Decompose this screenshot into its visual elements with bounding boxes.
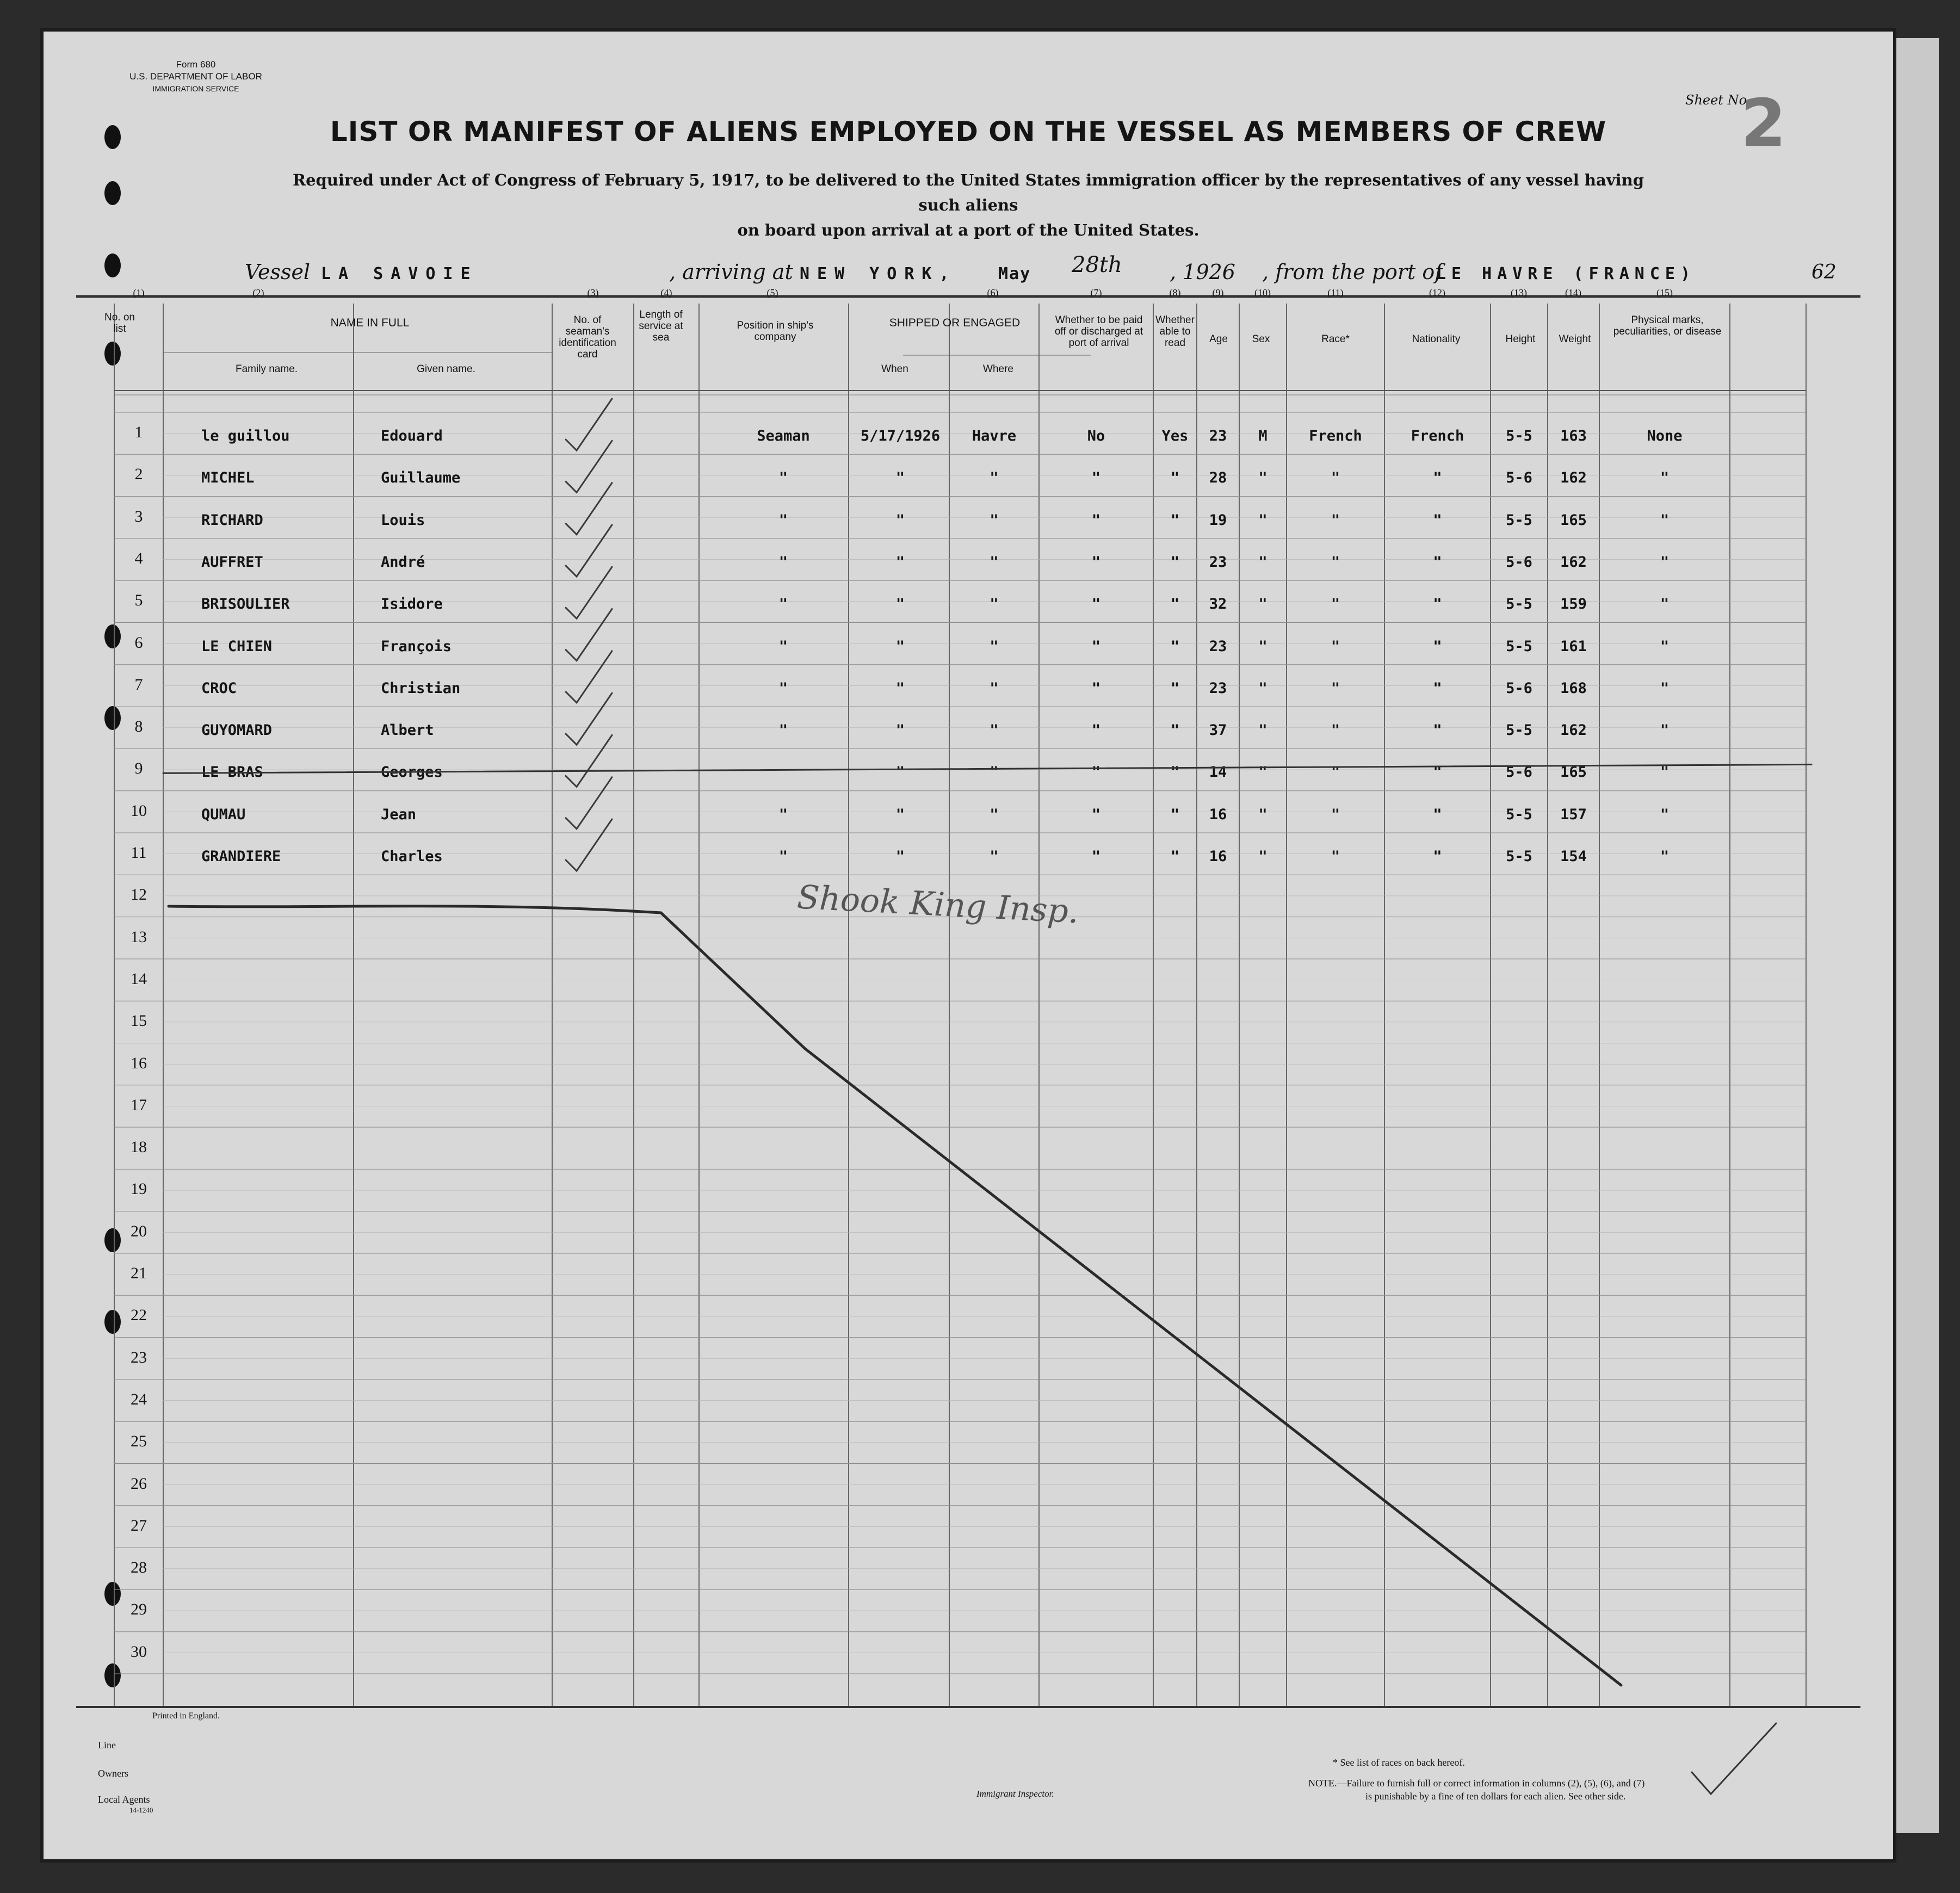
arrival-year: , 1926 — [1170, 260, 1235, 284]
cell-when: " — [895, 553, 905, 571]
cell-position: " — [778, 469, 788, 487]
fine-note-1: NOTE.—Failure to furnish full or correct information in columns (2), (5), (6), and (7) — [1308, 1778, 1645, 1789]
cell-weight: 159 — [1560, 596, 1587, 613]
column-number: (10) — [1254, 287, 1271, 298]
cell-nationality: " — [1433, 679, 1442, 697]
races-note: * See list of races on back hereof. — [1333, 1757, 1465, 1768]
cell-race: " — [1331, 806, 1340, 823]
cell-race: " — [1331, 722, 1340, 739]
header-physical: Physical marks, peculiarities, or disease — [1613, 314, 1722, 337]
header-no-on-list: No. on list — [104, 312, 135, 335]
cell-height: 5-5 — [1506, 848, 1532, 865]
cell-read: " — [1170, 679, 1180, 697]
cell-nationality: " — [1433, 806, 1442, 823]
cell-read: " — [1170, 553, 1180, 571]
cell-weight: 157 — [1560, 806, 1587, 823]
cell-race: " — [1331, 679, 1340, 697]
checkmark — [566, 399, 612, 450]
header-name-in-full: NAME IN FULL — [330, 317, 410, 329]
cell-age: 28 — [1209, 469, 1227, 487]
cell-read: " — [1170, 806, 1180, 823]
column-number: (3) — [587, 287, 599, 298]
cell-age: 19 — [1209, 511, 1227, 529]
page-title: LIST OR MANIFEST OF ALIENS EMPLOYED ON THE VESSEL AS MEMBERS OF CREW — [330, 116, 1607, 147]
cell-position: " — [778, 638, 788, 655]
cell-family: MICHEL — [201, 469, 255, 487]
row-number: 25 — [131, 1432, 147, 1451]
row-number: 1 — [134, 423, 143, 441]
cell-race: " — [1331, 764, 1340, 781]
column-number: (12) — [1429, 287, 1445, 298]
row-number: 14 — [131, 969, 147, 988]
page-number: 62 — [1811, 261, 1837, 283]
row-number: 9 — [134, 759, 143, 778]
cell-paid-off: " — [1091, 764, 1101, 781]
cell-read: " — [1170, 638, 1180, 655]
cell-paid-off: No — [1087, 428, 1105, 444]
cell-given: Jean — [381, 806, 417, 823]
cell-given: Georges — [381, 764, 443, 781]
cell-given: Guillaume — [381, 469, 461, 487]
header-shipped: SHIPPED OR ENGAGED — [889, 317, 1021, 329]
cell-weight: 162 — [1560, 553, 1587, 571]
cell-family: LE BRAS — [201, 764, 263, 781]
row-number: 16 — [131, 1054, 147, 1072]
cell-height: 5-5 — [1506, 428, 1532, 444]
cell-position: " — [778, 679, 788, 697]
header-height: Height — [1505, 333, 1536, 345]
header-length-service: Length of service at sea — [639, 309, 683, 343]
row-number: 3 — [134, 507, 143, 525]
cell-weight: 163 — [1560, 428, 1587, 444]
cell-race: " — [1331, 553, 1340, 571]
cell-age: 16 — [1209, 806, 1227, 823]
cell-nationality: " — [1433, 764, 1442, 781]
column-number: (13) — [1511, 287, 1527, 298]
cell-where: " — [990, 722, 999, 739]
cell-when: " — [895, 511, 905, 529]
row-number: 13 — [131, 927, 147, 946]
checkmark — [566, 651, 612, 703]
cell-nationality: " — [1433, 848, 1442, 865]
cell-age: 32 — [1209, 596, 1227, 613]
cell-nationality: " — [1433, 722, 1442, 739]
cell-nationality: " — [1433, 553, 1442, 571]
cell-family: RICHARD — [201, 511, 263, 529]
footer-agents-label: Local Agents — [98, 1794, 150, 1805]
row-number: 18 — [131, 1138, 147, 1156]
column-number: (9) — [1212, 287, 1224, 298]
footer-code: 14-1240 — [129, 1806, 153, 1814]
column-number: (1) — [133, 287, 145, 298]
footer-owners-label: Owners — [98, 1768, 128, 1779]
column-number: (5) — [766, 287, 778, 298]
fine-note-2: is punishable by a fine of ten dollars for each alien. See other side. — [1365, 1791, 1626, 1802]
cell-paid-off: " — [1091, 553, 1101, 571]
row-number: 26 — [131, 1474, 147, 1493]
cell-weight: 162 — [1560, 722, 1587, 739]
row-number: 24 — [131, 1390, 147, 1408]
arrival-month: May — [998, 264, 1031, 283]
row-number: 4 — [134, 549, 143, 567]
footer-checkmark — [1692, 1723, 1776, 1794]
cell-family: le guillou — [201, 428, 290, 444]
cell-family: BRISOULIER — [201, 596, 290, 613]
checkmark — [566, 819, 612, 871]
column-number: (14) — [1565, 287, 1581, 298]
cell-marks: " — [1660, 679, 1670, 697]
cell-when: " — [895, 638, 905, 655]
checkmark — [566, 483, 612, 535]
cell-sex: " — [1258, 848, 1267, 865]
column-number: (11) — [1327, 287, 1344, 298]
cell-where: " — [990, 596, 999, 613]
cell-sex: " — [1258, 638, 1267, 655]
column-number: (2) — [252, 287, 264, 298]
cell-weight: 165 — [1560, 764, 1587, 781]
column-number: (15) — [1656, 287, 1673, 298]
cell-when: " — [895, 722, 905, 739]
checkmark — [566, 693, 612, 745]
strike-line — [163, 764, 1811, 773]
arrival-port: NEW YORK, — [800, 264, 957, 283]
cell-family: CROC — [201, 679, 237, 697]
row-number: 28 — [131, 1558, 147, 1577]
cell-race: " — [1331, 638, 1340, 655]
cell-given: Albert — [381, 722, 434, 739]
row-number: 20 — [131, 1222, 147, 1240]
pen-marks — [44, 32, 1893, 1859]
cell-weight: 162 — [1560, 469, 1587, 487]
cell-position: " — [778, 806, 788, 823]
checkmark — [566, 525, 612, 577]
cell-nationality: " — [1433, 638, 1442, 655]
header-race: Race* — [1321, 333, 1350, 345]
checkmark — [566, 777, 612, 829]
cell-family: GUYOMARD — [201, 722, 273, 739]
row-number: 29 — [131, 1600, 147, 1619]
cell-nationality: " — [1433, 596, 1442, 613]
cell-given: Louis — [381, 511, 425, 529]
cell-age: 14 — [1209, 764, 1227, 781]
cell-marks: " — [1660, 511, 1670, 529]
row-number: 6 — [134, 633, 143, 652]
cell-given: Edouard — [381, 428, 443, 444]
cell-weight: 165 — [1560, 511, 1587, 529]
inspector-label: Immigrant Inspector. — [976, 1789, 1054, 1799]
row-number: 5 — [134, 591, 143, 610]
cell-age: 37 — [1209, 722, 1227, 739]
cell-weight: 154 — [1560, 848, 1587, 865]
form-number: Form 680 — [176, 59, 216, 70]
cell-race: " — [1331, 848, 1340, 865]
column-number: (8) — [1169, 287, 1181, 298]
cell-weight: 168 — [1560, 679, 1587, 697]
cell-race: " — [1331, 469, 1340, 487]
cell-height: 5-5 — [1506, 596, 1532, 613]
cell-race: " — [1331, 511, 1340, 529]
cell-paid-off: " — [1091, 806, 1101, 823]
cell-position: " — [778, 511, 788, 529]
cell-age: 23 — [1209, 679, 1227, 697]
cell-read: " — [1170, 596, 1180, 613]
cell-when: " — [895, 848, 905, 865]
cell-age: 23 — [1209, 428, 1227, 444]
cell-read: " — [1170, 511, 1180, 529]
footer-line-label: Line — [98, 1740, 116, 1750]
cell-given: François — [381, 638, 452, 655]
cell-family: QUMAU — [201, 806, 246, 823]
cell-marks: " — [1660, 638, 1670, 655]
cell-when: " — [895, 806, 905, 823]
cell-marks: " — [1660, 764, 1670, 781]
vessel-name: LA SAVOIE — [321, 264, 478, 283]
cell-weight: 161 — [1560, 638, 1587, 655]
cell-when: 5/17/1926 — [860, 428, 941, 444]
cell-read: " — [1170, 764, 1180, 781]
header-able-read: Whether able to read — [1155, 314, 1195, 349]
row-number: 17 — [131, 1096, 147, 1114]
row-number: 19 — [131, 1180, 147, 1198]
cell-age: 16 — [1209, 848, 1227, 865]
cell-marks: " — [1660, 848, 1670, 865]
cell-read: Yes — [1161, 428, 1189, 444]
cell-when: " — [895, 596, 905, 613]
cell-marks: " — [1660, 553, 1670, 571]
header-family-name: Family name. — [235, 363, 298, 375]
cell-height: 5-5 — [1506, 722, 1532, 739]
cell-where: " — [990, 469, 999, 487]
row-number: 10 — [131, 801, 147, 820]
header-position: Position in ship's company — [737, 320, 814, 343]
printed-in: Printed in England. — [152, 1711, 220, 1721]
row-number: 2 — [134, 465, 143, 484]
header-sex: Sex — [1252, 333, 1270, 345]
cell-position: " — [778, 553, 788, 571]
cell-height: 5-6 — [1506, 679, 1532, 697]
cell-race: French — [1309, 428, 1362, 444]
cell-paid-off: " — [1091, 679, 1101, 697]
cell-nationality: French — [1411, 428, 1464, 444]
cell-family: GRANDIERE — [201, 848, 281, 865]
cancel-line — [169, 906, 1621, 1685]
row-number: 27 — [131, 1516, 147, 1535]
cell-age: 23 — [1209, 553, 1227, 571]
cell-height: 5-6 — [1506, 553, 1532, 571]
row-number: 30 — [131, 1642, 147, 1661]
inspector-signature: Shook King Insp. — [796, 878, 1080, 931]
cell-paid-off: " — [1091, 638, 1101, 655]
header-nationality: Nationality — [1412, 333, 1461, 345]
cell-where: Havre — [972, 428, 1017, 444]
column-number: (6) — [987, 287, 999, 298]
header-when: When — [881, 363, 908, 375]
header-given-name: Given name. — [417, 363, 475, 375]
departure-port: LE HAVRE (FRANCE) — [1436, 264, 1696, 283]
cell-marks: None — [1647, 428, 1683, 444]
sheet-number: 2 — [1741, 86, 1786, 162]
arrival-day: 28th — [1072, 252, 1122, 277]
cell-sex: " — [1258, 511, 1267, 529]
row-number: 22 — [131, 1306, 147, 1325]
cell-paid-off: " — [1091, 596, 1101, 613]
vessel-label: Vessel — [245, 260, 311, 284]
cell-race: " — [1331, 596, 1340, 613]
cell-nationality: " — [1433, 511, 1442, 529]
cell-where: " — [990, 806, 999, 823]
row-number: 7 — [134, 675, 143, 694]
row-number: 21 — [131, 1264, 147, 1282]
column-number: (4) — [660, 287, 672, 298]
cell-where: " — [990, 764, 999, 781]
cell-paid-off: " — [1091, 511, 1101, 529]
cell-where: " — [990, 679, 999, 697]
sheet-label: Sheet No. — [1685, 92, 1751, 108]
cell-given: André — [381, 553, 425, 571]
department: U.S. DEPARTMENT OF LABOR — [129, 71, 262, 82]
header-weight: Weight — [1559, 333, 1591, 345]
subtitle-line-2: on board upon arrival at a port of the United States. — [737, 221, 1200, 239]
cell-position: Seaman — [757, 428, 810, 444]
cell-marks: " — [1660, 722, 1670, 739]
cell-when: " — [895, 679, 905, 697]
cell-height: 5-5 — [1506, 806, 1532, 823]
cell-family: AUFFRET — [201, 553, 263, 571]
cell-read: " — [1170, 722, 1180, 739]
cell-height: 5-5 — [1506, 511, 1532, 529]
header-where: Where — [983, 363, 1013, 375]
cell-given: Christian — [381, 679, 461, 697]
cell-paid-off: " — [1091, 848, 1101, 865]
service: IMMIGRATION SERVICE — [152, 84, 239, 93]
checkmark — [566, 441, 612, 492]
cell-age: 23 — [1209, 638, 1227, 655]
cell-sex: " — [1258, 679, 1267, 697]
cell-sex: " — [1258, 596, 1267, 613]
cell-read: " — [1170, 469, 1180, 487]
cell-sex: M — [1258, 428, 1267, 444]
header-id-card: No. of seaman's identification card — [559, 314, 616, 360]
cell-when: " — [895, 469, 905, 487]
manifest-page — [44, 32, 1893, 1859]
cell-where: " — [990, 511, 999, 529]
cell-nationality: " — [1433, 469, 1442, 487]
cell-position: " — [778, 722, 788, 739]
cell-given: Charles — [381, 848, 443, 865]
row-number: 12 — [131, 886, 147, 904]
header-paid-off: Whether to be paid off or discharged at port of arrival — [1054, 314, 1143, 349]
cell-where: " — [990, 848, 999, 865]
header-age: Age — [1209, 333, 1228, 345]
cell-marks: " — [1660, 469, 1670, 487]
cell-sex: " — [1258, 806, 1267, 823]
cell-paid-off: " — [1091, 722, 1101, 739]
cell-given: Isidore — [381, 596, 443, 613]
cell-height: 5-6 — [1506, 469, 1532, 487]
cell-position: " — [778, 848, 788, 865]
row-number: 15 — [131, 1012, 147, 1030]
checkmark — [566, 567, 612, 618]
cell-when: " — [895, 764, 905, 781]
row-number: 23 — [131, 1348, 147, 1366]
cell-position: " — [778, 596, 788, 613]
row-number: 11 — [131, 844, 147, 862]
cell-height: 5-6 — [1506, 764, 1532, 781]
row-number: 8 — [134, 717, 143, 736]
arriving-label: , arriving at — [669, 260, 793, 284]
checkmark — [566, 609, 612, 661]
checkmark — [566, 735, 612, 787]
cell-sex: " — [1258, 764, 1267, 781]
cell-height: 5-5 — [1506, 638, 1532, 655]
cell-where: " — [990, 638, 999, 655]
cell-paid-off: " — [1091, 469, 1101, 487]
cell-sex: " — [1258, 722, 1267, 739]
cell-sex: " — [1258, 469, 1267, 487]
cell-sex: " — [1258, 553, 1267, 571]
cell-marks: " — [1660, 596, 1670, 613]
cell-family: LE CHIEN — [201, 638, 273, 655]
column-number: (7) — [1090, 287, 1102, 298]
subtitle-line-1: Required under Act of Congress of February 5, 1917, to be delivered to the United States immigration officer by the representatives of any vessel having such aliens — [293, 171, 1644, 214]
cell-read: " — [1170, 848, 1180, 865]
cell-marks: " — [1660, 806, 1670, 823]
from-label: , from the port of — [1262, 260, 1443, 284]
cell-where: " — [990, 553, 999, 571]
